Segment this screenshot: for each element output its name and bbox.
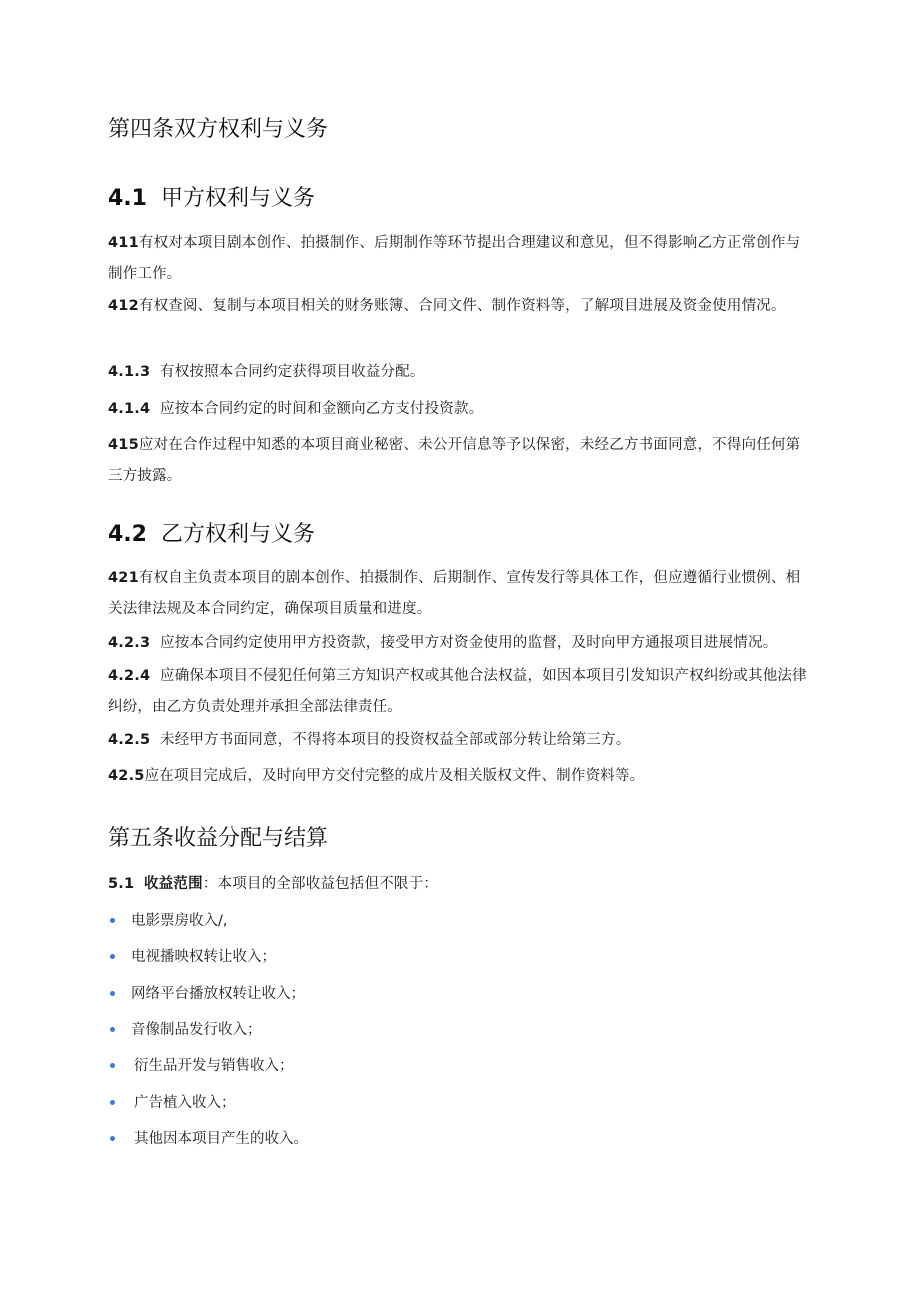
list-item-text: 广告植入收入； <box>134 1095 236 1111</box>
clause-4-2-1 <box>108 563 814 625</box>
clause-number: 415 <box>108 437 139 453</box>
article-5-heading: 第五条收益分配与结算 <box>108 826 329 851</box>
clause-number: 4.2.3 <box>108 635 151 651</box>
list-item-text: 电视播映权转让收入； <box>131 949 276 965</box>
clause-4-1-4 <box>108 398 483 420</box>
clause-text: 应在项目完成后，及时向甲方交付完整的成片及相关版权文件、制作资料等。 <box>144 768 645 784</box>
clause-4-1-1 <box>108 228 814 290</box>
clause-label: 收益范围 <box>144 876 203 892</box>
section-4-2-heading <box>108 520 315 550</box>
clause-4-1-5 <box>108 430 814 492</box>
clause-text: 有权查阅、复制与本项目相关的财务账簿、合同文件、制作资料等，了解项目进展及资金使用情况。 <box>138 298 786 314</box>
bullet-icon <box>110 954 115 959</box>
clause-4-1-2 <box>108 291 814 322</box>
clause-4-2-4 <box>108 661 814 723</box>
clause-number: 4.1.4 <box>108 401 151 417</box>
section-4-1-heading <box>108 184 315 214</box>
clause-number: 412 <box>108 298 139 314</box>
list-item-text: 网络平台播放权转让收入； <box>131 986 305 1002</box>
clause-number: 4.2.5 <box>108 732 151 748</box>
clause-4-2-3 <box>108 632 777 654</box>
section-title: 乙方权利与义务 <box>160 522 315 547</box>
clause-number: 421 <box>108 570 139 586</box>
bullet-icon <box>110 1027 115 1032</box>
clause-number: 411 <box>108 235 139 251</box>
clause-number: 4.2.4 <box>108 668 151 684</box>
clause-4-1-3 <box>108 361 425 383</box>
section-title: 甲方权利与义务 <box>160 186 315 211</box>
section-number: 4.2 <box>108 522 147 547</box>
bullet-icon <box>110 1063 115 1068</box>
section-number: 4.1 <box>108 186 147 211</box>
bullet-icon <box>110 1136 115 1141</box>
clause-4-2-6 <box>108 765 644 787</box>
clause-text: 有权按照本合同约定获得项目收益分配。 <box>160 364 425 380</box>
clause-text: 应按本合同约定的时间和金额向乙方支付投资款。 <box>160 401 484 417</box>
clause-text: 应确保本项目不侵犯任何第三方知识产权或其他合法权益，如因本项目引发知识产权纠纷或其他法律纠纷，由乙方负责处理并承担全部法律责任。 <box>108 668 807 715</box>
clause-number: 42.5 <box>108 768 145 784</box>
clause-text: 有权自主负责本项目的剧本创作、拍摄制作、后期制作、宣传发行等具体工作，但应遵循行业惯例、相关法律法规及本合同约定，确保项目质量和进度。 <box>108 570 801 617</box>
list-item-text: 衍生品开发与销售收入； <box>134 1058 294 1074</box>
bullet-icon <box>110 991 115 996</box>
clause-5-1 <box>108 873 438 895</box>
clause-text: 未经甲方书面同意，不得将本项目的投资权益全部或部分转让给第三方。 <box>160 732 631 748</box>
bullet-icon <box>110 1100 115 1105</box>
article-4-heading: 第四条双方权利与义务 <box>108 117 329 142</box>
list-item-text: 音像制品发行收入； <box>131 1022 262 1038</box>
clause-number: 4.1.3 <box>108 364 151 380</box>
clause-number: 5.1 <box>108 876 135 892</box>
clause-text: 应对在合作过程中知悉的本项目商业秘密、未公开信息等予以保密，未经乙方书面同意，不得向任何第三方披露。 <box>108 437 801 484</box>
bullet-icon <box>110 918 115 923</box>
clause-4-2-5 <box>108 729 630 751</box>
list-item-text: 电影票房收入/, <box>131 913 228 929</box>
clause-text: ：本项目的全部收益包括但不限于： <box>202 876 439 892</box>
clause-text: 有权对本项目剧本创作、拍摄制作、后期制作等环节提出合理建议和意见，但不得影响乙方正常创作与制作工作。 <box>108 235 801 282</box>
list-item-text: 其他因本项目产生的收入。 <box>134 1131 308 1147</box>
clause-text: 应按本合同约定使用甲方投资款，接受甲方对资金使用的监督，及时向甲方通报项目进展情况。 <box>160 635 778 651</box>
